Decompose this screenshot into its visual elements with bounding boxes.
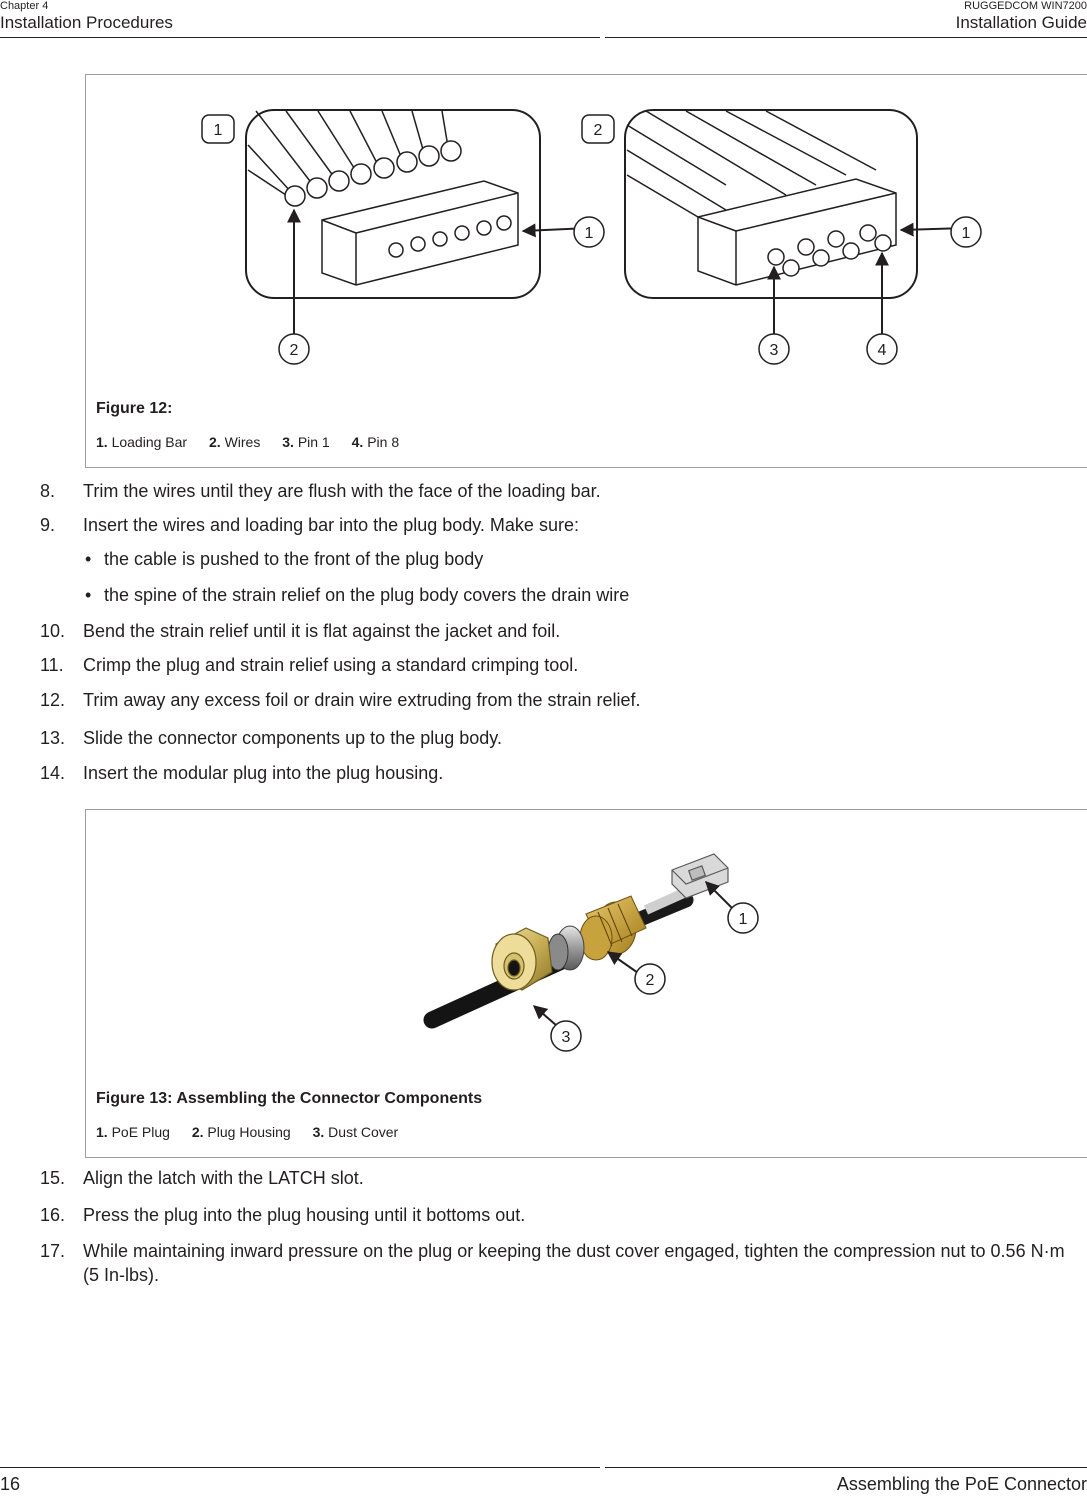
- legend-item: 4. Pin 8: [351, 434, 400, 450]
- callout-panel-2-label: 2: [593, 122, 603, 139]
- callout-4-label: 4: [877, 342, 887, 359]
- callout-3-label: 3: [769, 342, 779, 359]
- figure-12-illustration: [86, 75, 1087, 375]
- page-number: 16: [0, 1474, 21, 1494]
- figure-12-panel-1: [246, 110, 589, 335]
- legend-item: 2. Wires: [208, 434, 261, 450]
- callout-2-label: 2: [645, 972, 655, 989]
- figure-12-title: Figure 12:: [96, 400, 173, 417]
- callout-1a-label: 1: [584, 225, 594, 242]
- connector-assembly: [432, 854, 728, 1020]
- callout-1b-label: 1: [961, 225, 971, 242]
- chapter-label: Chapter 4: [0, 0, 49, 12]
- footer-section-title: Assembling the PoE Connector: [836, 1474, 1087, 1494]
- footer-rule-left: [0, 1467, 600, 1468]
- legend-item: 1. Loading Bar: [96, 434, 188, 450]
- figure-12-legend: [96, 434, 417, 450]
- legend-item: 3. Dust Cover: [312, 1124, 399, 1140]
- figure-13-illustration: [86, 810, 1087, 1080]
- figure-13-title: Figure 13: Assembling the Connector Components: [96, 1090, 483, 1107]
- figure-13-frame: [85, 809, 1087, 1158]
- figure-13-legend: [96, 1124, 416, 1140]
- header-rule-right: [605, 37, 1087, 38]
- figure-12-panel-2: [625, 110, 966, 335]
- guide-label: Installation Guide: [955, 13, 1087, 32]
- footer-rule-right: [605, 1467, 1087, 1468]
- callout-3-label: 3: [561, 1029, 571, 1046]
- callout-1-label: 1: [738, 911, 748, 928]
- section-label: Installation Procedures: [0, 13, 173, 32]
- product-label: RUGGEDCOM WIN7200: [964, 0, 1087, 12]
- legend-item: 2. Plug Housing: [191, 1124, 291, 1140]
- callout-panel-1-label: 1: [213, 122, 223, 139]
- legend-item: 3. Pin 1: [282, 434, 330, 450]
- header-rule-left: [0, 37, 600, 38]
- figure-12-frame: [85, 74, 1087, 468]
- callout-2-label: 2: [289, 342, 299, 359]
- legend-item: 1. PoE Plug: [96, 1124, 170, 1140]
